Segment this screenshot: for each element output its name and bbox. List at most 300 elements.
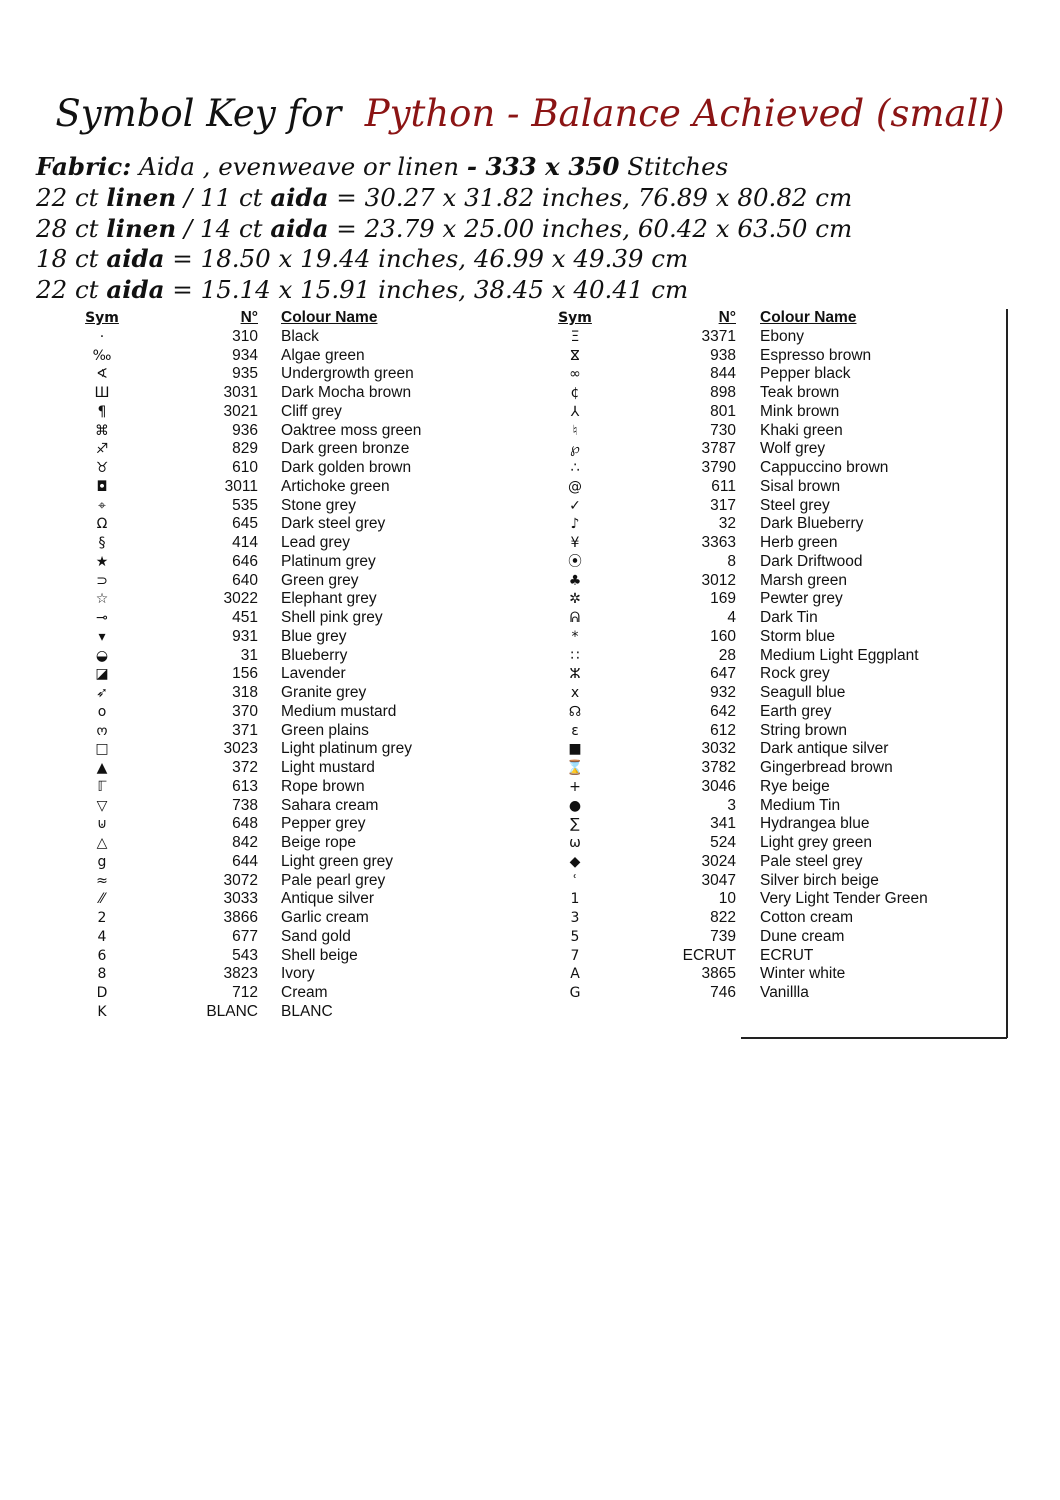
number-cell: 610	[232, 459, 258, 476]
table-row	[0, 403, 520, 422]
table-row	[0, 534, 520, 553]
colour-name-cell: Sand gold	[281, 927, 351, 945]
number-cell: 3782	[701, 759, 736, 776]
number-cell: 169	[710, 590, 736, 608]
number-cell: 935	[232, 365, 258, 383]
colour-name-cell: Dune cream	[760, 927, 845, 945]
colour-name-cell: Medium Light Eggplant	[760, 646, 919, 664]
size-m2: aida	[270, 182, 329, 212]
symbol-cell: Ш	[94, 385, 110, 401]
colour-name-cell: Elephant grey	[281, 590, 377, 608]
colour-name-cell: ECRUT	[760, 946, 814, 964]
number-cell: 310	[232, 327, 258, 345]
number-cell: 3	[727, 796, 736, 814]
table-row	[520, 572, 1020, 591]
number-cell: 712	[232, 984, 258, 1001]
colour-name-cell: Algae green	[281, 346, 365, 364]
colour-name-cell: BLANC	[281, 1002, 333, 1020]
pattern-name: Python - Balance Achieved (small)	[364, 92, 1005, 135]
symbol-cell: ⌖	[98, 497, 106, 514]
number-cell: 746	[710, 984, 736, 1001]
table-row	[0, 909, 520, 928]
table-row	[520, 422, 1020, 441]
table-row	[0, 722, 520, 741]
number-cell: 28	[718, 646, 736, 664]
number-cell: 931	[232, 627, 258, 645]
colour-name-cell: Teak brown	[760, 384, 840, 401]
colour-name-cell: Cream	[281, 984, 328, 1001]
colour-name-cell: Antique silver	[281, 890, 375, 908]
number-cell: 898	[710, 384, 736, 401]
table-row	[520, 740, 1020, 759]
table-row	[0, 515, 520, 534]
table-row	[520, 815, 1020, 834]
number-cell: 640	[232, 571, 258, 589]
number-cell: 317	[710, 496, 736, 514]
colour-name-cell: Light grey green	[760, 834, 873, 851]
symbol-cell: ♪	[570, 516, 580, 533]
table-row	[520, 440, 1020, 459]
symbol-cell: ♉	[95, 460, 109, 476]
colour-name-cell: Green grey	[281, 571, 359, 589]
table-row	[520, 628, 1020, 647]
colour-name-cell: Cotton cream	[760, 909, 854, 926]
colour-name-cell: Dark Tin	[760, 609, 818, 626]
symbol-table-left	[0, 309, 520, 1022]
number-cell: 8	[727, 552, 736, 570]
symbol-cell: ◘	[96, 478, 108, 495]
number-cell: 341	[710, 815, 736, 833]
number-cell: ECRUT	[682, 946, 736, 964]
symbol-cell: ·	[99, 328, 105, 345]
table-row	[0, 459, 520, 478]
table-row	[520, 347, 1020, 366]
size-dims: = 30.27 x 31.82 inches, 76.89 x 80.82 cm	[328, 182, 853, 212]
number-cell: 3072	[223, 871, 258, 889]
table-row	[0, 890, 520, 909]
table-row	[0, 347, 520, 366]
symbol-cell: ʿ	[572, 872, 578, 889]
header-sym: Sym	[85, 310, 119, 326]
colour-name-cell: Espresso brown	[760, 346, 872, 364]
table-row	[520, 872, 1020, 891]
table-row	[0, 609, 520, 628]
number-cell: 801	[710, 402, 736, 420]
symbol-cell: ∢	[96, 366, 108, 383]
table-row	[0, 834, 520, 853]
number-cell: 156	[232, 665, 258, 683]
symbol-cell: ✓	[569, 497, 581, 514]
colour-name-cell: Rock grey	[760, 665, 830, 683]
symbol-cell: ♣	[568, 572, 582, 589]
symbol-cell: □	[95, 741, 109, 758]
symbol-cell: Ω	[96, 516, 108, 533]
table-row	[520, 684, 1020, 703]
symbol-cell: g	[97, 853, 107, 870]
symbol-cell: G	[569, 985, 581, 1001]
colour-name-cell: Steel grey	[760, 496, 830, 514]
table-row	[0, 928, 520, 947]
symbol-cell: ∑	[570, 816, 580, 833]
table-row	[0, 1003, 520, 1022]
symbol-cell: ◒	[95, 647, 109, 664]
size-ct1: 28 ct	[36, 213, 107, 243]
symbol-cell: ♮	[572, 422, 578, 439]
number-cell: 642	[710, 702, 736, 720]
symbol-cell: 5	[570, 928, 580, 945]
colour-name-cell: Light platinum grey	[281, 740, 412, 758]
table-row	[520, 947, 1020, 966]
symbol-cell: ε	[571, 722, 579, 739]
number-cell: 936	[232, 421, 258, 439]
symbol-cell: *	[571, 628, 579, 645]
colour-name-cell: Storm blue	[760, 627, 835, 645]
table-row	[520, 609, 1020, 628]
symbol-cell: ᕱ	[569, 610, 581, 626]
header-num: N°	[240, 309, 258, 326]
symbol-cell: ≈	[96, 872, 108, 889]
colour-name-cell: Oaktree moss green	[281, 421, 422, 439]
table-row	[520, 853, 1020, 872]
symbol-cell: @	[568, 478, 582, 495]
colour-name-cell: Vanillla	[760, 984, 809, 1001]
symbol-cell: ∴	[570, 460, 580, 476]
symbol-cell: ⌘	[95, 422, 109, 439]
colour-name-cell: Pepper grey	[281, 815, 366, 833]
symbol-cell: ⊸	[96, 610, 108, 626]
symbol-cell: 3	[570, 910, 580, 926]
symbol-cell: ⵣ	[569, 666, 581, 683]
stitch-suffix: Stitches	[619, 152, 729, 181]
symbol-cell: ⴵ	[570, 347, 580, 364]
colour-name-cell: Khaki green	[760, 421, 843, 439]
colour-name-cell: Marsh green	[760, 571, 848, 589]
number-cell: 32	[718, 515, 736, 533]
symbol-cell: 1	[570, 891, 580, 908]
table-row	[520, 984, 1020, 1003]
symbol-cell: ◆	[569, 853, 581, 870]
colour-name-cell: Dark Mocha brown	[281, 384, 412, 401]
fabric-info	[36, 152, 852, 306]
size-dims: = 23.79 x 25.00 inches, 60.42 x 63.50 cm	[328, 213, 853, 243]
symbol-cell: ¶	[97, 403, 107, 420]
symbol-cell: ℘	[570, 441, 580, 458]
table-row	[520, 553, 1020, 572]
colour-name-cell: Rope brown	[281, 777, 365, 795]
size-ct1: 22 ct	[36, 182, 107, 212]
colour-name-cell: Beige rope	[281, 834, 356, 851]
stitch-count: 333 x 350	[485, 152, 620, 181]
table-row	[0, 478, 520, 497]
colour-name-cell: Medium Tin	[760, 796, 841, 814]
colour-name-cell: Lavender	[281, 665, 346, 683]
number-cell: 4	[727, 609, 736, 626]
symbol-table-right	[520, 309, 1020, 1003]
symbol-cell: ⁄⁄	[99, 891, 105, 908]
colour-name-cell: Mink brown	[760, 402, 840, 420]
table-row	[0, 947, 520, 966]
colour-name-cell: Light mustard	[281, 759, 375, 776]
table-row	[0, 365, 520, 384]
table-row	[520, 478, 1020, 497]
number-cell: 842	[232, 834, 258, 851]
symbol-cell: 6	[97, 947, 107, 964]
symbol-cell: ▾	[98, 628, 106, 645]
number-cell: 612	[710, 721, 736, 739]
number-cell: 738	[232, 796, 258, 814]
symbol-cell: Ξ	[570, 328, 580, 345]
symbol-cell: ◪	[95, 666, 109, 683]
table-row	[520, 403, 1020, 422]
symbol-cell: ⦿	[568, 553, 582, 570]
size-ct1: 18 ct	[36, 244, 107, 274]
table-row	[520, 665, 1020, 684]
table-row	[0, 965, 520, 984]
colour-name-cell: Lead grey	[281, 534, 350, 551]
fabric-size-line	[36, 214, 852, 245]
table-row	[520, 797, 1020, 816]
colour-name-cell: Hydrangea blue	[760, 815, 870, 833]
border-right	[1006, 309, 1008, 1038]
table-row	[0, 984, 520, 1003]
number-cell: 3022	[223, 590, 258, 608]
colour-name-cell: Rye beige	[760, 777, 830, 795]
colour-name-cell: Pepper black	[760, 365, 851, 383]
table-row	[0, 384, 520, 403]
fabric-size-line	[36, 244, 852, 275]
number-cell: BLANC	[206, 1002, 258, 1020]
number-cell: 822	[710, 909, 736, 926]
size-dims: = 15.14 x 15.91 inches, 38.45 x 40.41 cm	[164, 275, 689, 305]
table-row	[520, 909, 1020, 928]
colour-name-cell: Pale pearl grey	[281, 871, 386, 889]
symbol-cell: 2	[97, 910, 107, 926]
colour-name-cell: Black	[281, 327, 319, 345]
table-row	[520, 647, 1020, 666]
colour-name-cell: Blue grey	[281, 627, 347, 645]
table-row	[0, 328, 520, 347]
table-row	[0, 553, 520, 572]
table-row	[520, 834, 1020, 853]
number-cell: 648	[232, 815, 258, 833]
table-row	[0, 497, 520, 516]
colour-name-cell: Shell beige	[281, 946, 358, 964]
symbol-cell: ‰	[92, 347, 112, 364]
number-cell: 932	[710, 684, 736, 701]
symbol-cell: o	[97, 703, 107, 720]
table-row	[0, 440, 520, 459]
symbol-cell: K	[97, 1003, 107, 1020]
symbol-cell: x	[570, 685, 580, 701]
symbol-cell: ➶	[96, 685, 108, 701]
number-cell: 3031	[223, 384, 258, 401]
table-row	[520, 497, 1020, 516]
table-row	[0, 872, 520, 891]
symbol-cell: ω	[569, 835, 581, 851]
colour-name-cell: Pale steel grey	[760, 852, 863, 870]
symbol-cell: ∞	[569, 366, 581, 383]
number-cell: 611	[711, 477, 736, 495]
number-cell: 3024	[701, 852, 736, 870]
number-cell: 3790	[701, 459, 736, 476]
number-cell: 3371	[701, 327, 736, 345]
colour-name-cell: Granite grey	[281, 684, 367, 701]
colour-name-cell: Stone grey	[281, 496, 356, 514]
colour-name-cell: Very Light Tender Green	[760, 890, 928, 908]
number-cell: 647	[710, 665, 736, 683]
colour-name-cell: Earth grey	[760, 702, 832, 720]
symbol-cell: ¢	[570, 385, 580, 401]
table-row	[520, 534, 1020, 553]
number-cell: 3021	[223, 402, 258, 420]
number-cell: 3023	[223, 740, 258, 758]
border-bottom	[741, 1037, 1007, 1039]
colour-name-cell: Seagull blue	[760, 684, 846, 701]
table-row	[520, 703, 1020, 722]
number-cell: 645	[232, 515, 258, 533]
table-row	[0, 778, 520, 797]
table-row	[0, 572, 520, 591]
table-row	[0, 684, 520, 703]
number-cell: 318	[232, 684, 258, 701]
number-cell: 3012	[701, 571, 736, 589]
number-cell: 524	[710, 834, 736, 851]
symbol-cell: ✲	[569, 591, 581, 608]
table-row	[520, 890, 1020, 909]
fabric-size-line	[36, 183, 852, 214]
colour-name-cell: Ebony	[760, 327, 804, 345]
number-cell: 677	[232, 927, 258, 945]
number-cell: 934	[232, 346, 258, 364]
colour-name-cell: Blueberry	[281, 646, 348, 664]
number-cell: 646	[232, 552, 258, 570]
symbol-cell: ℾ	[97, 778, 107, 795]
header-sym: Sym	[558, 310, 592, 326]
colour-name-cell: Dark antique silver	[760, 740, 889, 758]
size-m1: linen	[106, 182, 177, 212]
colour-name-cell: Herb green	[760, 534, 838, 551]
table-row	[0, 422, 520, 441]
symbol-cell: ⊍	[96, 816, 108, 833]
number-cell: 844	[710, 365, 736, 383]
number-cell: 3033	[223, 890, 258, 908]
number-cell: 3865	[701, 965, 736, 983]
size-m2: aida	[106, 244, 165, 274]
colour-name-cell: Dark Blueberry	[760, 515, 864, 533]
symbol-cell: A	[570, 966, 580, 983]
number-cell: 3787	[701, 440, 736, 458]
size-sep: / 14 ct	[176, 213, 271, 243]
table-header	[520, 309, 1020, 328]
colour-name-cell: Dark Driftwood	[760, 552, 863, 570]
number-cell: 31	[240, 646, 258, 664]
table-row	[0, 740, 520, 759]
symbol-cell: ¥	[570, 535, 580, 551]
number-cell: 3032	[701, 740, 736, 758]
colour-name-cell: Medium mustard	[281, 702, 397, 720]
number-cell: 451	[232, 609, 258, 626]
colour-name-cell: Platinum grey	[281, 552, 376, 570]
number-cell: 730	[710, 421, 736, 439]
fabric-size-line	[36, 275, 852, 306]
symbol-cell: §	[98, 535, 106, 551]
colour-name-cell: Gingerbread brown	[760, 759, 893, 776]
table-row	[0, 703, 520, 722]
page-title	[0, 92, 1060, 135]
colour-name-cell: Ivory	[281, 965, 315, 983]
title-prefix: Symbol Key for	[55, 92, 342, 135]
colour-name-cell: Artichoke green	[281, 477, 390, 495]
colour-name-cell: Cliff grey	[281, 402, 342, 420]
size-sep: / 11 ct	[176, 182, 271, 212]
table-row	[520, 515, 1020, 534]
size-ct1: 22 ct	[36, 275, 107, 305]
colour-name-cell: Silver birch beige	[760, 871, 879, 889]
number-cell: 938	[710, 346, 736, 364]
symbol-cell: ☊	[568, 703, 582, 720]
fabric-dash: -	[466, 152, 486, 181]
number-cell: 3046	[701, 777, 736, 795]
fabric-label: Fabric:	[36, 152, 132, 181]
colour-name-cell: Cappuccino brown	[760, 459, 889, 476]
table-row	[520, 365, 1020, 384]
table-row	[520, 384, 1020, 403]
table-row	[0, 759, 520, 778]
colour-name-cell: Sisal brown	[760, 477, 841, 495]
table-row	[0, 853, 520, 872]
number-cell: 10	[718, 890, 736, 908]
colour-name-cell: Dark steel grey	[281, 515, 386, 533]
table-row	[520, 928, 1020, 947]
number-cell: 829	[232, 440, 258, 458]
symbol-cell: ★	[95, 553, 109, 570]
number-cell: 414	[232, 534, 258, 551]
table-row	[0, 647, 520, 666]
symbol-cell: ⌛	[566, 760, 584, 776]
colour-name-cell: Shell pink grey	[281, 609, 383, 626]
colour-name-cell: Dark green bronze	[281, 440, 410, 458]
colour-name-cell: Winter white	[760, 965, 846, 983]
symbol-cell: ▲	[96, 760, 108, 776]
symbol-cell: D	[96, 985, 108, 1001]
number-cell: 3011	[224, 477, 258, 495]
table-row	[520, 722, 1020, 741]
number-cell: 370	[232, 702, 258, 720]
symbol-cell: 7	[570, 947, 580, 964]
number-cell: 3866	[223, 909, 258, 926]
number-cell: 3363	[701, 534, 736, 551]
colour-name-cell: Sahara cream	[281, 796, 379, 814]
table-row	[520, 778, 1020, 797]
size-m1: linen	[106, 213, 177, 243]
table-row	[0, 590, 520, 609]
symbol-cell: ♐	[95, 441, 109, 458]
number-cell: 535	[232, 496, 258, 514]
colour-name-cell: Light green grey	[281, 852, 394, 870]
number-cell: 3047	[701, 871, 736, 889]
number-cell: 613	[232, 777, 258, 795]
table-header	[0, 309, 520, 328]
symbol-cell: ▽	[96, 797, 108, 814]
colour-name-cell: String brown	[760, 721, 848, 739]
table-row	[0, 665, 520, 684]
colour-name-cell: Dark golden brown	[281, 459, 412, 476]
number-cell: 371	[232, 721, 258, 739]
colour-name-cell: Pewter grey	[760, 590, 843, 608]
table-row	[520, 759, 1020, 778]
symbol-cell: △	[96, 835, 108, 851]
number-cell: 160	[710, 627, 736, 645]
